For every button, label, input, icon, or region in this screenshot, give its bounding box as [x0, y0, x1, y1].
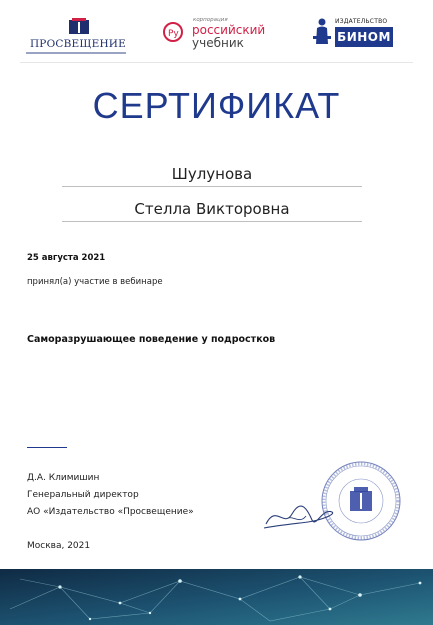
ru-wordmark-line2: учебник — [192, 36, 244, 50]
rossiyskiy-uchebnik-logo — [163, 14, 283, 54]
given-names-underline — [62, 221, 362, 222]
binom-small-label: ИЗДАТЕЛЬСТВО — [335, 18, 388, 25]
ru-circle-icon — [163, 22, 183, 42]
binom-wordmark: БИНОМ — [335, 27, 393, 47]
logos-header — [0, 14, 433, 64]
signatory-position: Генеральный директор — [27, 490, 139, 500]
signatory-organization: АО «Издательство «Просвещение» — [27, 507, 194, 517]
logo-underline — [26, 52, 126, 54]
webinar-topic: Саморазрушающее поведение у подростков — [27, 334, 276, 345]
prosveshchenie-logo — [26, 14, 130, 54]
certificate-title: СЕРТИФИКАТ — [92, 85, 341, 126]
recipient-surname: Шулунова — [171, 165, 253, 183]
ru-wordmark-line1: российский — [192, 23, 266, 37]
surname-underline — [62, 186, 362, 187]
recipient-given-names: Стелла Викторовна — [134, 200, 290, 218]
prosveshchenie-wordmark: ПРОСВЕЩЕНИЕ — [29, 38, 127, 50]
book-icon — [68, 18, 90, 36]
binom-logo — [313, 14, 403, 54]
handwritten-signature — [262, 498, 342, 532]
city-year: Москва, 2021 — [27, 541, 91, 551]
signatory-name: Д.А. Климишин — [27, 473, 100, 483]
header-divider — [20, 62, 413, 63]
ru-corp-label: корпорация — [193, 17, 228, 23]
footer-network-banner — [0, 569, 433, 625]
reading-person-icon — [313, 18, 331, 44]
signature-divider — [27, 447, 67, 448]
svg-text:Ру: Ру — [168, 29, 179, 38]
event-date: 25 августа 2021 — [27, 253, 106, 263]
participation-text: принял(а) участие в вебинаре — [27, 277, 163, 287]
